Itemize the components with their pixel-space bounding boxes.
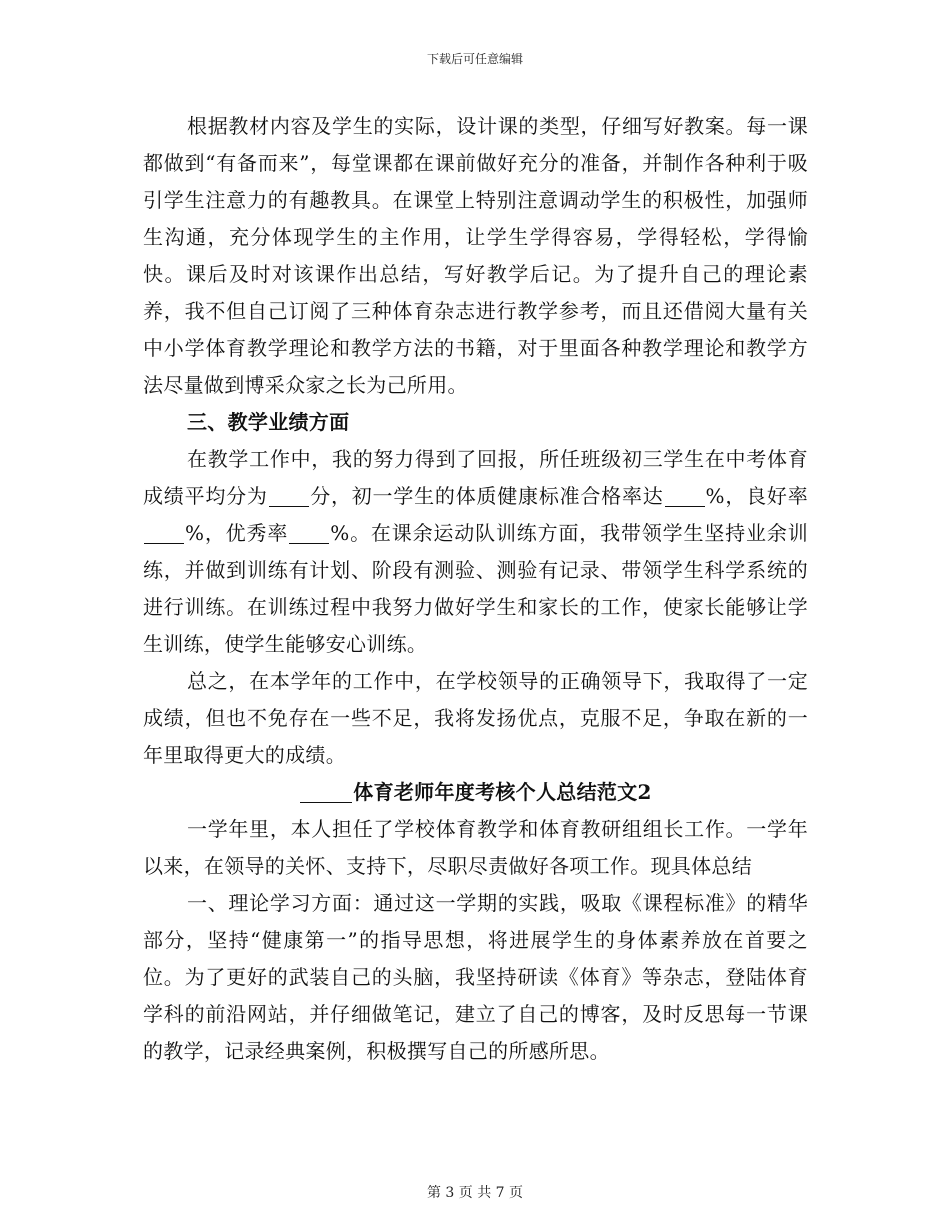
article-title-2 bbox=[143, 774, 808, 811]
blank-line bbox=[289, 523, 329, 544]
document-body bbox=[143, 108, 808, 1070]
results-text-1: 在教学工作中，我的努力得到了回报，所任班级初三学生在中考体育成绩平均分为 bbox=[143, 447, 808, 508]
paragraph-intro: 一学年里，本人担任了学校体育教学和体育教研组组长工作。一学年以来，在领导的关怀、支持下，尽职尽责做好各项工作。现具体总结 bbox=[143, 817, 808, 878]
section-heading-teaching-results: 三、教学业绩方面 bbox=[187, 410, 350, 434]
paragraph-teaching-results bbox=[143, 441, 808, 663]
results-text-3: %，良好率 bbox=[705, 484, 808, 508]
article-title-text: 体育老师年度考核个人总结范文2 bbox=[353, 780, 652, 804]
paragraph-teaching-preparation: 根据教材内容及学生的实际，设计课的类型，仔细写好教案。每一课都做到“有备而来”，每堂课都在课前做好充分的准备，并制作各种利于吸引学生注意力的有趣教具。在课堂上特别注意调动学生的积极性，加强师生沟通，充分体现学生的主作用，让学生学得容易，学得轻松，学得愉快。课后及时对该课作出总结，写好教学后记。为了提升自己的理论素养，我不但自己订阅了三种体育杂志进行教学参考，而且还借阅大量有关中小学体育教学理论和教学方法的书籍，对于里面各种教学理论和教学方法尽量做到博采众家之长为己所用。 bbox=[143, 114, 808, 397]
page-header-note: 下载后可任意编辑 bbox=[426, 52, 523, 66]
page-number-footer: 第 3 页 共 7 页 bbox=[426, 1185, 524, 1201]
paragraph-theory-study: 一、理论学习方面：通过这一学期的实践，吸取《课程标准》的精华部分，坚持“健康第一”的指导思想，将进展学生的身体素养放在首要之位。为了更好的武装自己的头脑，我坚持研读《体育》等杂志，登陆体育学科的前沿网站，并仔细做笔记，建立了自己的博客，及时反思每一节课的教学，记录经典案例，积极撰写自己的所感所思。 bbox=[143, 891, 808, 1063]
blank-line bbox=[144, 523, 184, 544]
blank-line bbox=[665, 486, 705, 507]
paragraph-conclusion: 总之，在本学年的工作中，在学校领导的正确领导下，我取得了一定成绩，但也不免存在一些不足，我将发扬优点，克服不足，争取在新的一年里取得更大的成绩。 bbox=[143, 669, 808, 767]
title-blank-line bbox=[300, 782, 352, 803]
blank-line bbox=[269, 486, 309, 507]
results-text-5: %。在课余运动队训练方面，我带领学生坚持业余训练，并做到训练有计划、阶段有测验、测验有记录、带领学生科学系统的进行训练。在训练过程中我努力做好学生和家长的工作，使家长能够让学生训练，使学生能够安心训练。 bbox=[143, 521, 809, 656]
results-text-2: 分，初一学生的体质健康标准合格率达 bbox=[309, 484, 664, 508]
results-text-4: %，优秀率 bbox=[185, 521, 289, 545]
